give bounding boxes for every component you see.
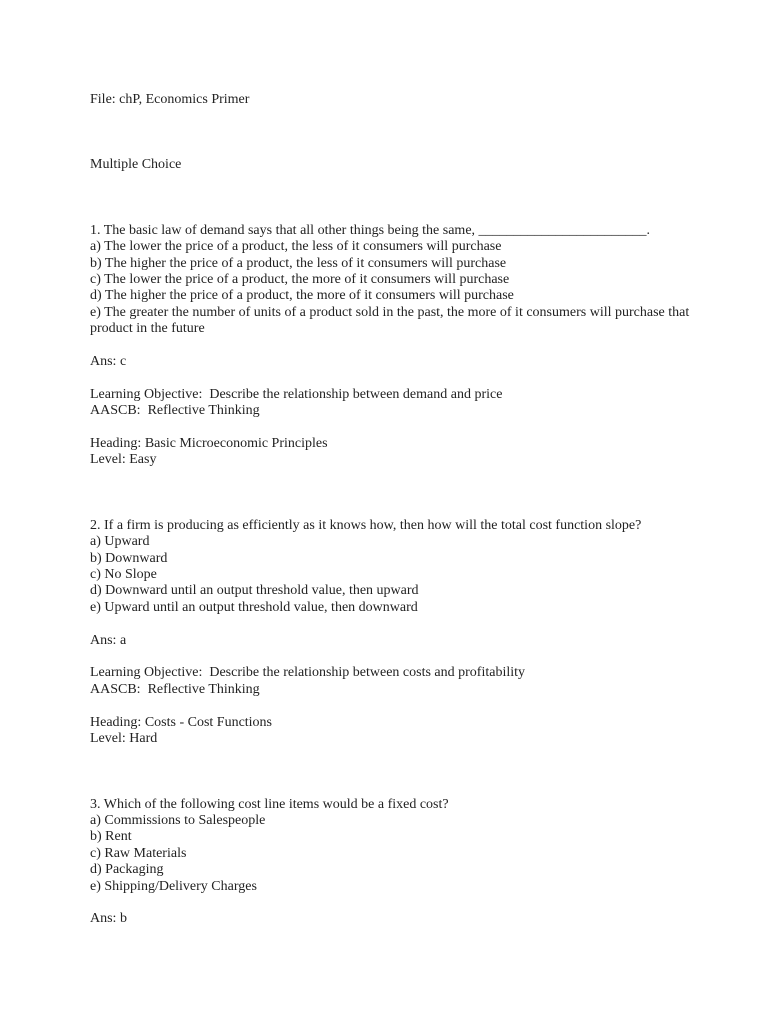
question-stem: 3. Which of the following cost line items would be a fixed cost? [90, 796, 449, 812]
file-line: File: chP, Economics Primer [90, 92, 250, 107]
question-stem: 1. The basic law of demand says that all other things being the same, ________________________. [90, 222, 651, 238]
answer-option: d) The higher the price of a product, the more of it consumers will purchase [90, 288, 514, 304]
level-tag: Level: Hard [90, 731, 158, 747]
answer-option: e) Shipping/Delivery Charges [90, 878, 257, 894]
answer-option: a) The lower the price of a product, the less of it consumers will purchase [90, 239, 502, 255]
learning-objective: Learning Objective: Describe the relationship between costs and profitability [90, 665, 526, 681]
answer-key: Ans: a [90, 632, 127, 648]
answer-option: c) Raw Materials [90, 845, 187, 861]
aascb-tag: AASCB: Reflective Thinking [90, 681, 260, 697]
answer-option: a) Commissions to Salespeople [90, 812, 266, 828]
document-page [90, 92, 693, 928]
section-title: Multiple Choice [90, 157, 182, 173]
answer-option: c) The lower the price of a product, the more of it consumers will purchase [90, 272, 510, 288]
answer-option: d) Downward until an output threshold value, then upward [90, 583, 419, 599]
question-stem: 2. If a firm is producing as efficiently as it knows how, then how will the total cost function slope? [90, 517, 642, 533]
answer-option: e) Upward until an output threshold value, then downward [90, 599, 418, 615]
answer-option: d) Packaging [90, 862, 164, 878]
question-1 [90, 222, 693, 469]
answer-option: b) The higher the price of a product, the less of it consumers will purchase [90, 255, 507, 271]
learning-objective: Learning Objective: Describe the relationship between demand and price [90, 386, 503, 402]
heading-tag: Heading: Basic Microeconomic Principles [90, 436, 328, 452]
answer-option: b) Rent [90, 829, 132, 845]
level-tag: Level: Easy [90, 452, 157, 468]
question-3 [90, 797, 690, 928]
answer-option: b) Downward [90, 550, 168, 566]
answer-option: c) No Slope [90, 567, 157, 583]
answer-option: a) Upward [90, 534, 150, 550]
answer-key: Ans: c [90, 354, 127, 370]
aascb-tag: AASCB: Reflective Thinking [90, 403, 260, 419]
answer-key: Ans: b [90, 911, 127, 927]
heading-tag: Heading: Costs - Cost Functions [90, 714, 273, 730]
answer-option: e) The greater the number of units of a product sold in the past, the more of it consumers will purchase that product in the future [90, 304, 693, 337]
question-2 [90, 518, 690, 748]
